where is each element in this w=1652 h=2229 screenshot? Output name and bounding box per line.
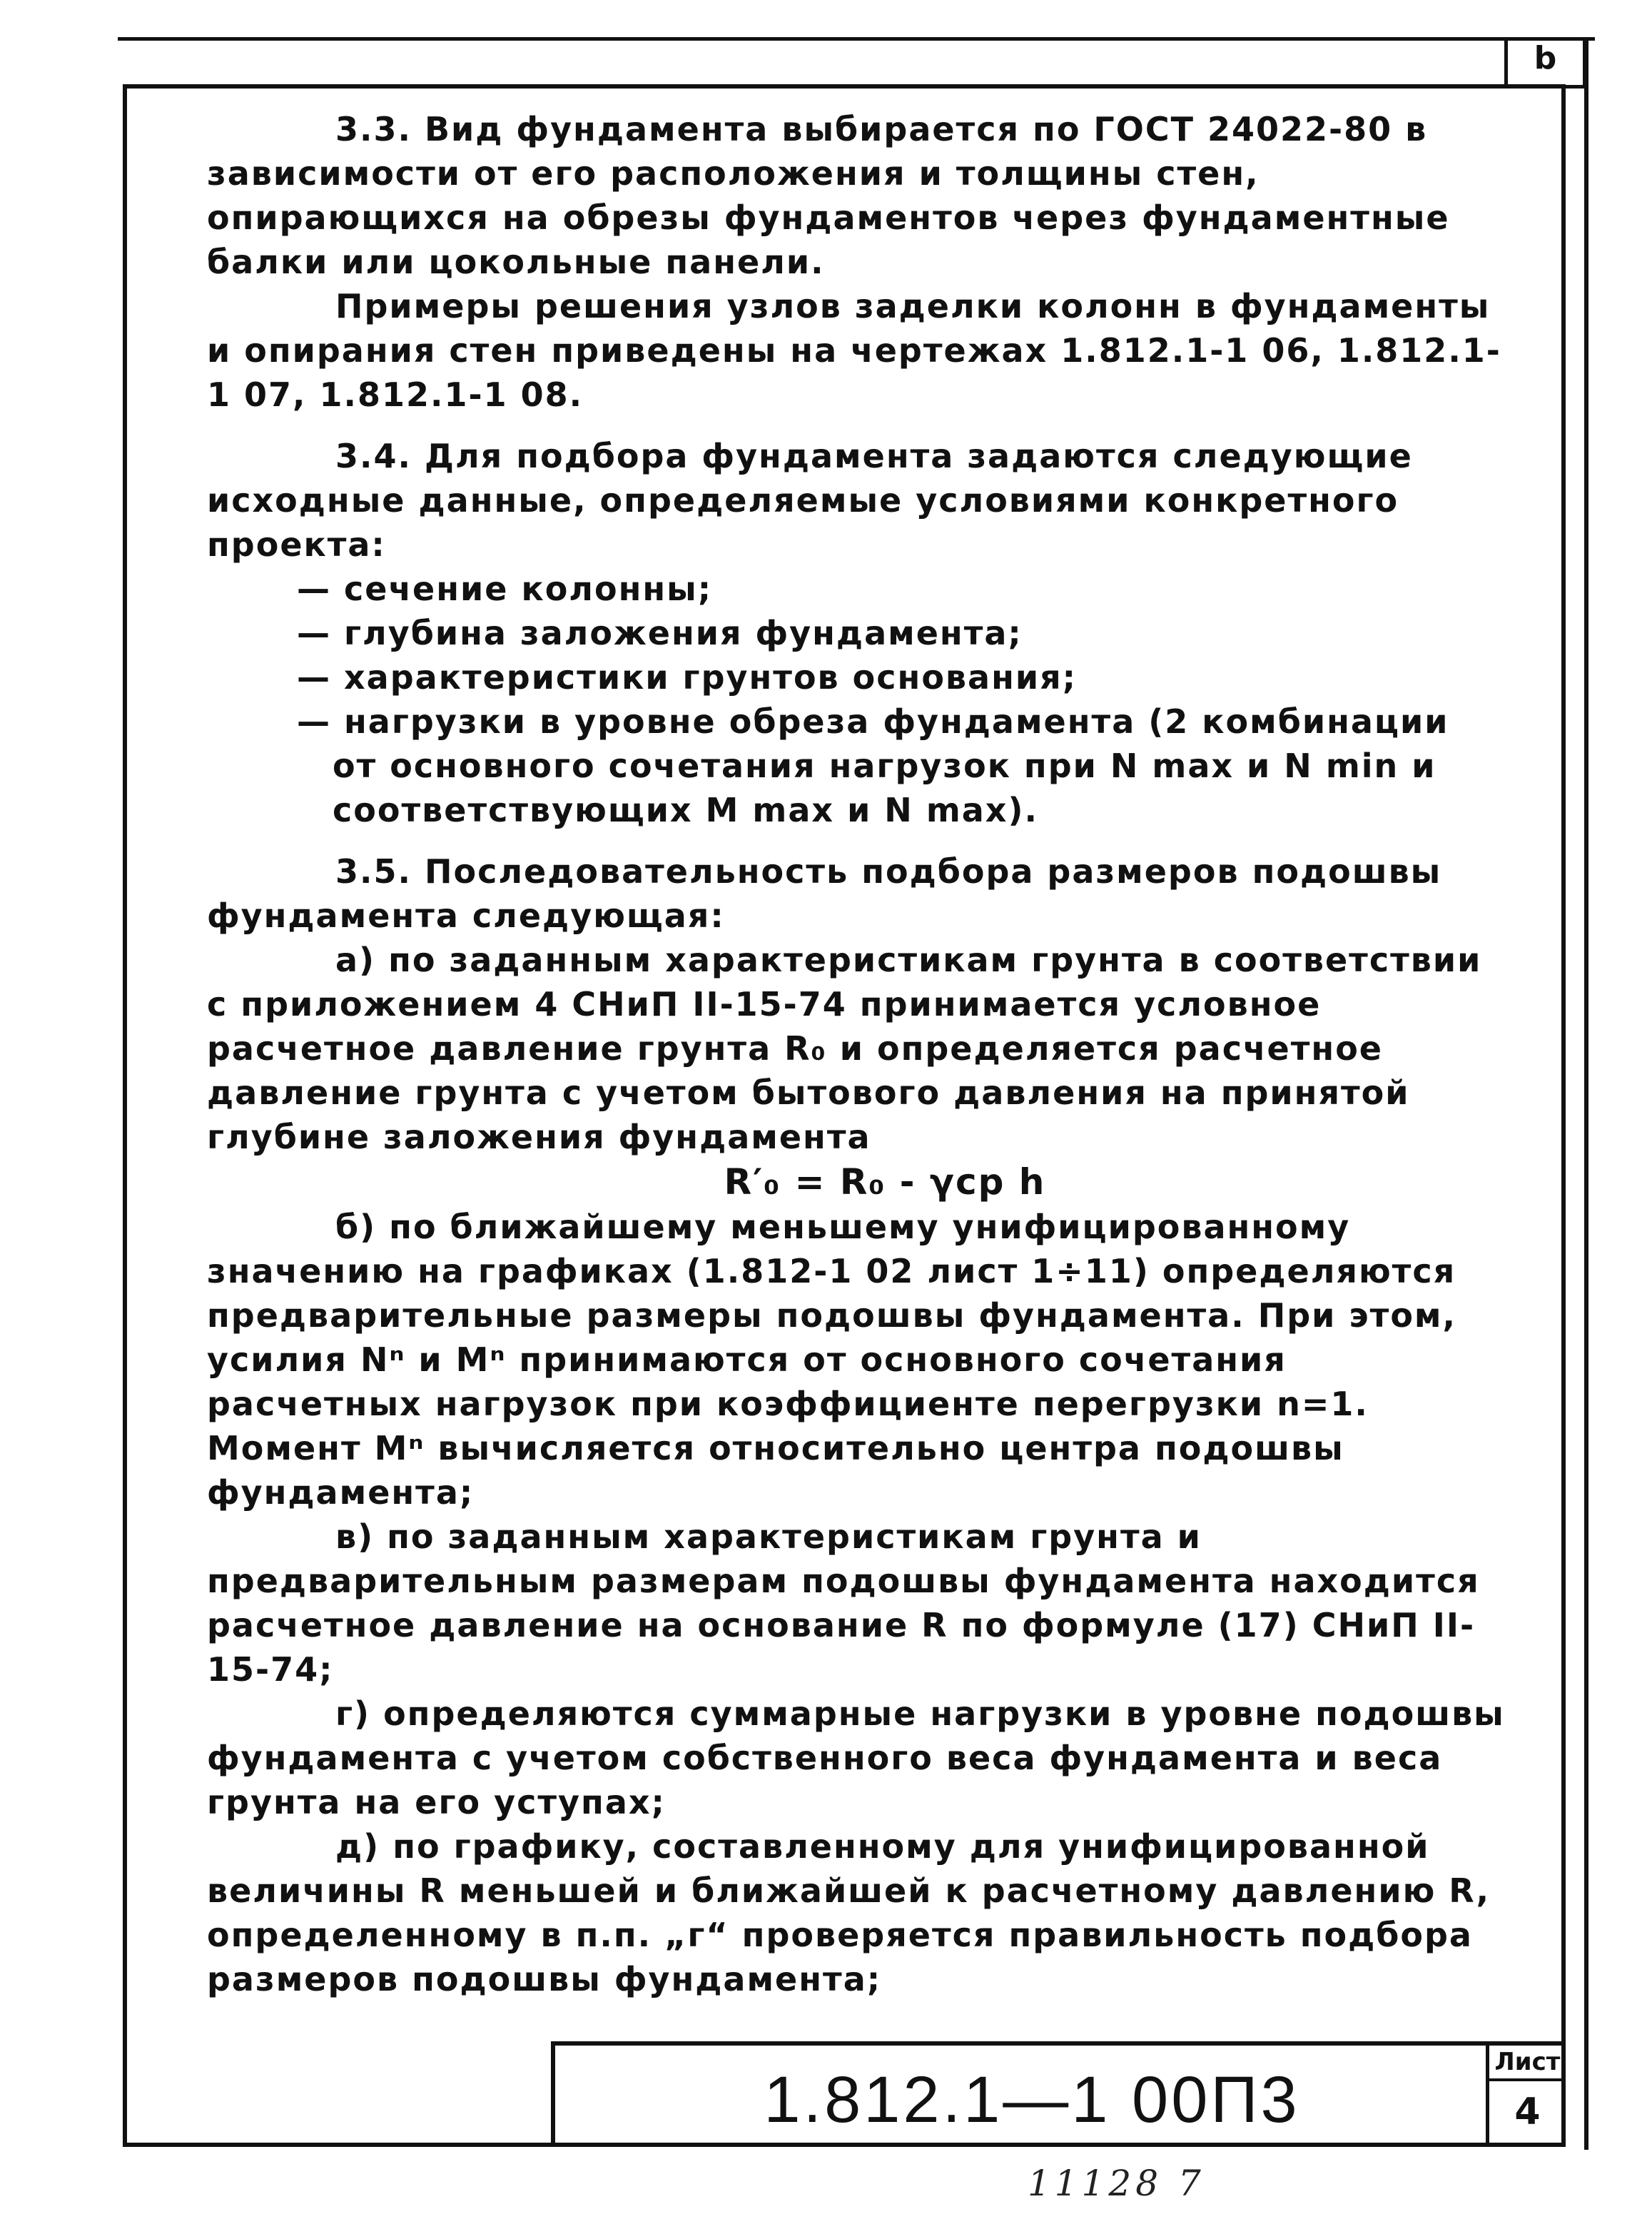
sheet-number: 4 [1514, 2091, 1541, 2133]
handwritten-note: 11128 7 [1028, 2163, 1205, 2204]
paragraph-step-b: б) по ближайшему меньшему унифицированному значению на графиках (1.812-1 02 лист 1÷11) определяются предварительные размеры подошвы фундамента. При этом, усилия Nⁿ и Mⁿ принимаются от основного сочетания расчетных нагрузок при коэффициенте перегрузки n=1. Момент Mⁿ вычисляется относительно центра подошвы фундамента; [207, 1208, 1470, 1512]
page-body [207, 107, 1518, 2001]
paragraph-examples: Примеры решения узлов заделки колонн в фундаменты и опирания стен приведены на чертежах 1.812.1-1 06, 1.812.1-1 07, 1.812.1-1 08. [207, 287, 1504, 414]
corner-number-box [1504, 37, 1586, 89]
paragraph-step-a: а) по заданным характеристикам грунта в соответствии с приложением 4 СНиП II-15-74 принимается условное расчетное давление грунта R₀ и определяется расчетное давление грунта с учетом бытового давления на принятой глубине заложения фундамента [207, 941, 1495, 1156]
document-code: 1.812.1—1 00П3 [764, 2063, 1300, 2136]
paragraph-step-v: в) по заданным характеристикам грунта и предварительным размерам подошвы фундамента находится расчетное давление на основание R по формуле (17) СНиП II-15-74; [207, 1517, 1493, 1689]
paragraph-step-d: д) по графику, составленному для унифицированной величины R меньшей и ближайшей к расчетному давлению R, определенному в п.п. „г“ проверяется правильность подбора размеров подошвы фундамента; [207, 1827, 1504, 1998]
list-item-soil-characteristics: — характеристики грунтов основания; [297, 658, 1078, 697]
paragraph-3-5: 3.5. Последовательность подбора размеров подошвы фундамента следующая: [207, 852, 1455, 935]
list-item-loads: — нагрузки в уровне обреза фундамента (2 комбинации от основного сочетания нагрузок при N max и N min и соответствующих M max и N max). [297, 702, 1462, 829]
paragraph-3-4: 3.4. Для подбора фундамента задаются следующие исходные данные, определяемые условиями конкретного проекта: [207, 437, 1426, 564]
list-item-foundation-depth: — глубина заложения фундамента; [297, 614, 1023, 652]
sheet-cell [1486, 2046, 1566, 2147]
list-item-column-section: — сечение колонны; [297, 570, 713, 608]
paragraph-step-g: г) определяются суммарные нагрузки в уровне подошвы фундамента с учетом собственного веса фундамента и веса грунта на его уступах; [207, 1694, 1518, 1821]
right-border-line [1584, 37, 1588, 2150]
sheet-label: Лист [1489, 2046, 1566, 2081]
title-block-stamp [551, 2041, 1566, 2147]
paragraph-3-3: 3.3. Вид фундамента выбирается по ГОСТ 24022-80 в зависимости от его расположения и толщины стен, опирающихся на обрезы фундаментов через фундаментные балки или цокольные панели. [207, 110, 1463, 281]
corner-number: b [1534, 40, 1557, 76]
formula-pressure: R′₀ = R₀ - γср h [724, 1161, 1046, 1203]
top-border-line [118, 37, 1595, 41]
